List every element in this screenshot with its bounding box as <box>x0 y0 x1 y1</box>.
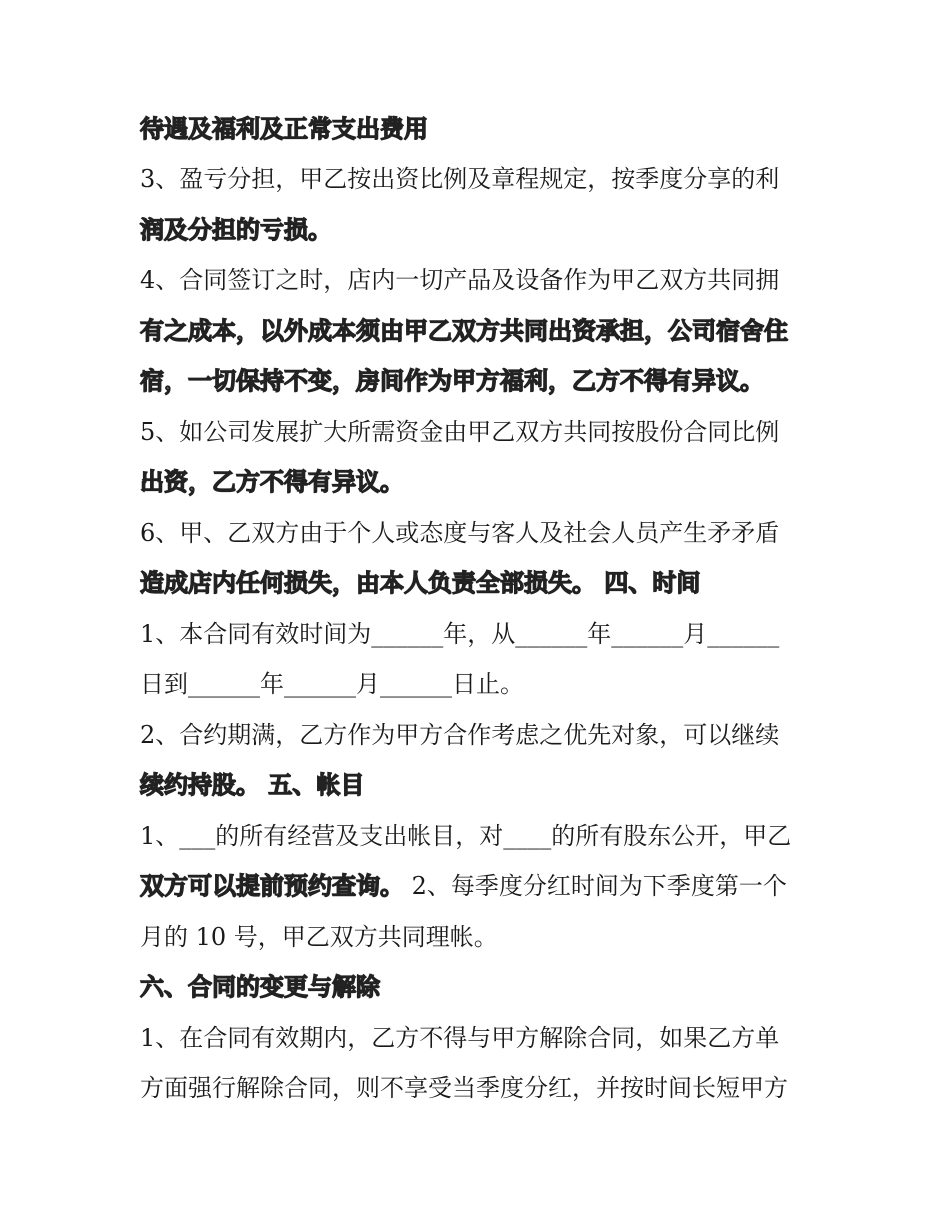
outlined-text-segment: 宿，一切保持不变，房间作为甲方福利，乙方不得有异议。 <box>140 367 764 395</box>
text-segment: 日到______年______月______日止。 <box>140 670 524 698</box>
text-line <box>140 264 820 296</box>
text-line <box>140 971 820 1003</box>
text-line <box>140 315 820 347</box>
text-line <box>140 870 820 902</box>
text-segment: 1、本合同有效时间为______年，从______年______月______ <box>140 620 780 648</box>
text-segment: 1、在合同有效期内，乙方不得与甲方解除合同，如果乙方单 <box>140 1024 780 1052</box>
text-line <box>140 668 820 700</box>
text-line <box>140 517 820 549</box>
outlined-text-segment: 续约持股。 五、帐目 <box>140 771 365 799</box>
text-line <box>140 618 820 650</box>
text-line <box>140 769 820 801</box>
text-line <box>140 567 820 599</box>
text-line <box>140 820 820 852</box>
text-segment: 3、盈亏分担，甲乙按出资比例及章程规定，按季度分享的利 <box>140 165 780 193</box>
text-line <box>140 365 820 397</box>
text-line <box>140 163 820 195</box>
text-segment: 6、甲、乙双方由于个人或态度与客人及社会人员产生矛矛盾 <box>140 519 780 547</box>
text-line <box>140 416 820 448</box>
text-segment: 月的 10 号，甲乙双方共同理帐。 <box>140 923 498 951</box>
text-line <box>140 466 820 498</box>
text-line <box>140 921 820 953</box>
text-segment: 2、合约期满，乙方作为甲方合作考虑之优先对象，可以继续 <box>140 721 780 749</box>
outlined-text-segment: 双方可以提前预约查询。 <box>140 872 404 900</box>
outlined-text-segment: 出资，乙方不得有异议。 <box>140 468 404 496</box>
outlined-text-segment: 造成店内任何损失，由本人负责全部损失。 四、时间 <box>140 569 701 597</box>
outlined-text-segment: 六、合同的变更与解除 <box>140 973 380 1001</box>
text-segment: 2、每季度分红时间为下季度第一个 <box>404 872 787 900</box>
outlined-text-segment: 待遇及福利及正常支出费用 <box>140 115 428 143</box>
text-segment: 1、___的所有经营及支出帐目，对____的所有股东公开，甲乙 <box>140 822 792 850</box>
text-line <box>140 719 820 751</box>
text-line <box>140 1022 820 1054</box>
outlined-text-segment: 有之成本，以外成本须由甲乙双方共同出资承担，公司宿舍住 <box>140 317 788 345</box>
text-line <box>140 214 820 246</box>
text-segment: 方面强行解除合同，则不享受当季度分红，并按时间长短甲方 <box>140 1074 788 1102</box>
text-segment: 5、如公司发展扩大所需资金由甲乙双方共同按股份合同比例 <box>140 418 780 446</box>
outlined-text-segment: 润及分担的亏损。 <box>140 216 332 244</box>
text-line <box>140 1072 820 1104</box>
text-segment: 4、合同签订之时，店内一切产品及设备作为甲乙双方共同拥 <box>140 266 780 294</box>
text-line <box>140 113 820 145</box>
